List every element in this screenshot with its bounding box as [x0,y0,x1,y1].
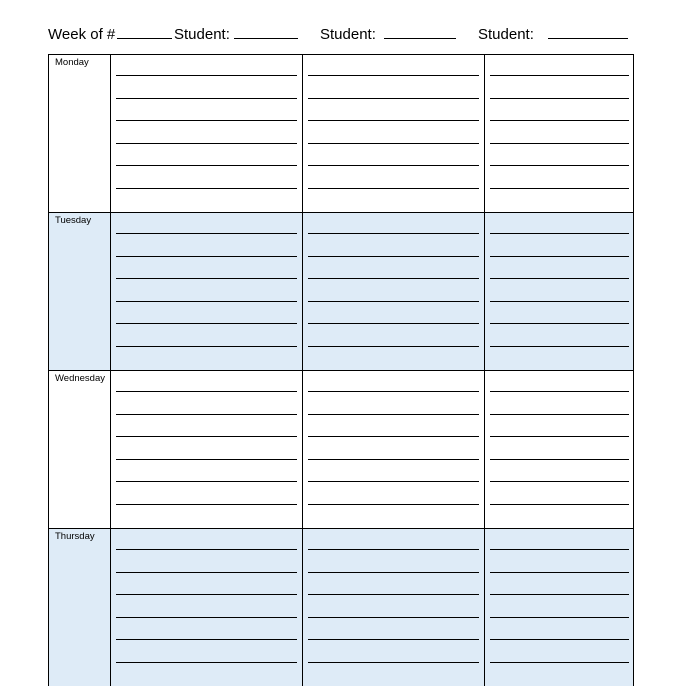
writing-line[interactable] [490,414,629,415]
writing-line[interactable] [308,143,479,144]
weekly-schedule-grid [48,54,635,694]
writing-line[interactable] [308,256,479,257]
worksheet-header [48,24,638,46]
student-cell-3 [485,55,634,212]
writing-line[interactable] [490,459,629,460]
student-field-1 [174,24,298,43]
writing-line[interactable] [308,481,479,482]
writing-line[interactable] [490,75,629,76]
writing-line[interactable] [490,436,629,437]
writing-line[interactable] [116,346,297,347]
writing-line[interactable] [490,301,629,302]
writing-line[interactable] [490,120,629,121]
student-cell-2 [303,529,485,686]
student-cell-3 [485,529,634,686]
writing-line[interactable] [490,572,629,573]
writing-line[interactable] [490,98,629,99]
writing-line[interactable] [490,549,629,550]
writing-line[interactable] [490,143,629,144]
writing-line[interactable] [308,459,479,460]
writing-line[interactable] [116,165,297,166]
week-field [48,24,172,43]
writing-line[interactable] [116,278,297,279]
writing-line[interactable] [490,233,629,234]
writing-line[interactable] [308,617,479,618]
writing-line[interactable] [490,346,629,347]
writing-line[interactable] [308,233,479,234]
student-label-2: Student: [320,26,376,43]
writing-line[interactable] [116,98,297,99]
writing-line[interactable] [490,594,629,595]
writing-line[interactable] [490,165,629,166]
writing-line[interactable] [308,301,479,302]
writing-line[interactable] [490,639,629,640]
writing-line[interactable] [308,414,479,415]
student-blank-2[interactable] [384,24,456,39]
writing-line[interactable] [116,233,297,234]
writing-line[interactable] [116,391,297,392]
writing-line[interactable] [308,662,479,663]
day-row-monday [48,54,634,212]
writing-line[interactable] [116,75,297,76]
writing-line[interactable] [490,278,629,279]
writing-line[interactable] [308,436,479,437]
writing-line[interactable] [308,278,479,279]
writing-line[interactable] [116,414,297,415]
student-cell-1 [111,213,303,370]
week-label: Week of # [48,26,116,43]
writing-line[interactable] [308,165,479,166]
writing-line[interactable] [116,617,297,618]
writing-line[interactable] [116,504,297,505]
student-field-3 [478,24,628,43]
day-label: Monday [49,55,111,212]
writing-line[interactable] [490,188,629,189]
writing-line[interactable] [308,504,479,505]
writing-line[interactable] [308,323,479,324]
writing-line[interactable] [116,301,297,302]
writing-line[interactable] [116,436,297,437]
writing-line[interactable] [116,120,297,121]
writing-line[interactable] [116,481,297,482]
writing-line[interactable] [490,617,629,618]
writing-line[interactable] [308,594,479,595]
student-cell-1 [111,55,303,212]
student-blank-3[interactable] [548,24,628,39]
student-field-2 [320,24,456,43]
writing-line[interactable] [116,188,297,189]
student-cell-3 [485,213,634,370]
day-row-wednesday [48,370,634,528]
writing-line[interactable] [116,143,297,144]
writing-line[interactable] [308,120,479,121]
writing-line[interactable] [116,662,297,663]
writing-line[interactable] [308,549,479,550]
writing-line[interactable] [116,572,297,573]
writing-line[interactable] [490,391,629,392]
writing-line[interactable] [308,75,479,76]
student-label-1: Student: [174,26,230,43]
writing-line[interactable] [490,481,629,482]
student-label-3: Student: [478,26,534,43]
week-blank[interactable] [117,24,172,39]
writing-line[interactable] [116,549,297,550]
day-label: Thursday [49,529,111,686]
writing-line[interactable] [308,639,479,640]
writing-line[interactable] [490,256,629,257]
student-cell-1 [111,371,303,528]
day-row-tuesday [48,212,634,370]
writing-line[interactable] [116,459,297,460]
student-cell-2 [303,55,485,212]
student-blank-1[interactable] [234,24,298,39]
writing-line[interactable] [308,346,479,347]
writing-line[interactable] [116,594,297,595]
day-row-thursday [48,528,634,686]
writing-line[interactable] [116,639,297,640]
day-label: Tuesday [49,213,111,370]
writing-line[interactable] [490,504,629,505]
writing-line[interactable] [308,98,479,99]
writing-line[interactable] [308,572,479,573]
writing-line[interactable] [490,662,629,663]
student-cell-2 [303,371,485,528]
student-cell-2 [303,213,485,370]
student-cell-3 [485,371,634,528]
writing-line[interactable] [116,323,297,324]
writing-line[interactable] [308,188,479,189]
writing-line[interactable] [308,391,479,392]
writing-line[interactable] [490,323,629,324]
day-label: Wednesday [49,371,111,528]
student-cell-1 [111,529,303,686]
writing-line[interactable] [116,256,297,257]
